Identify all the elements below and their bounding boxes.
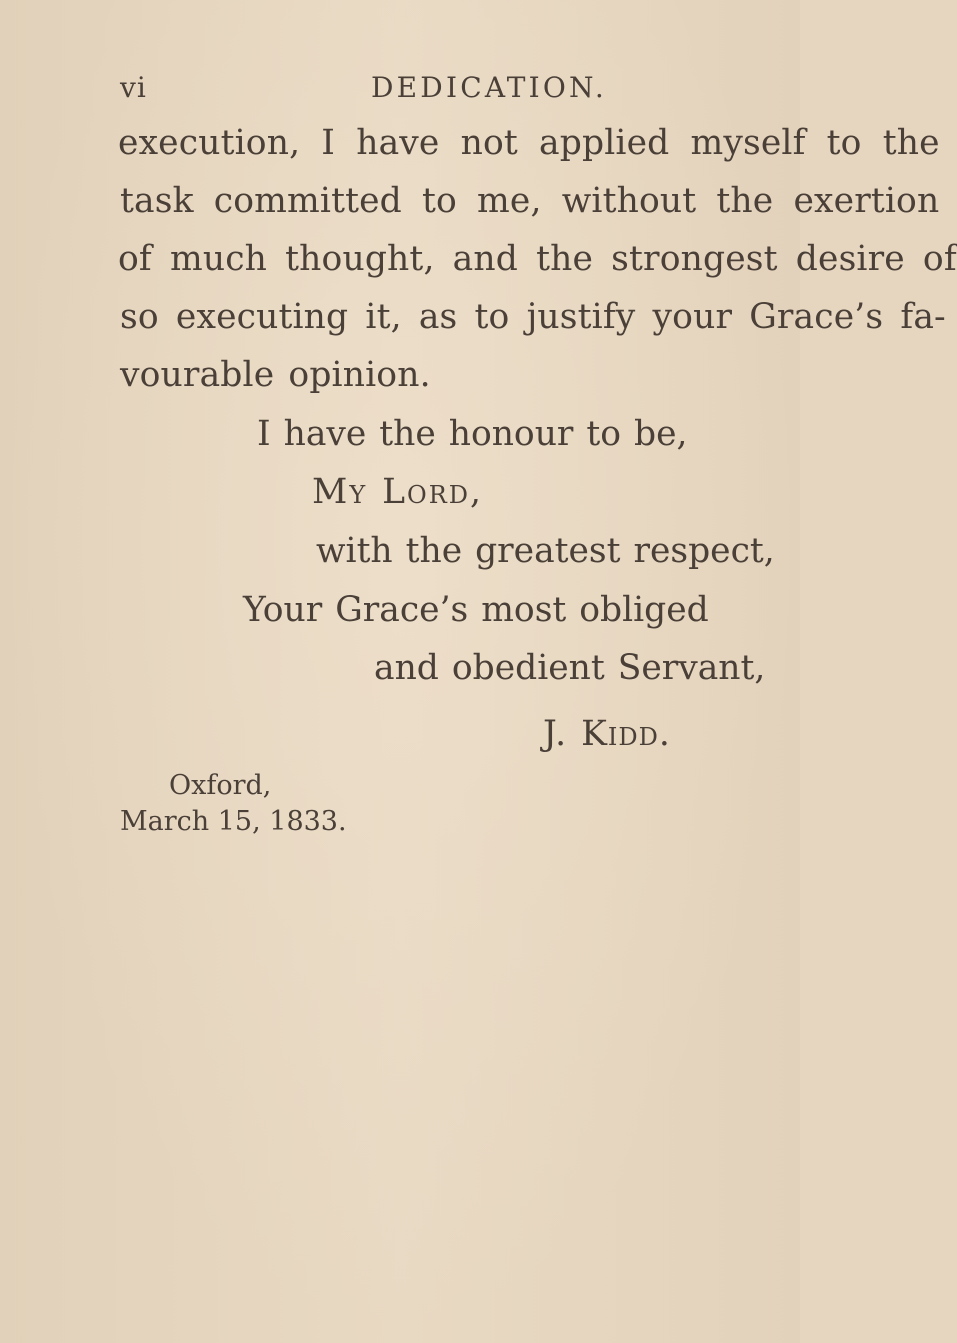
page-number: vi (120, 71, 147, 104)
body-line: task committed to me, without the exertion (120, 181, 940, 221)
body-line: vourable opinion. (120, 355, 431, 395)
dateline-date: March 15, 1833. (120, 806, 347, 837)
signature: J. Kidd. (543, 714, 671, 754)
body-line: of much thought, and the strongest desire of (118, 239, 957, 279)
body-line: execution, I have not applied myself to the (118, 123, 940, 163)
closing-line: with the greatest respect, (316, 531, 775, 571)
body-line: so executing it, as to justify your Grace’s fa- (120, 297, 946, 337)
closing-line: Your Grace’s most obliged (243, 590, 709, 630)
closing-line: I have the honour to be, (257, 414, 688, 454)
dateline-place: Oxford, (169, 770, 272, 801)
closing-line: and obedient Servant, (374, 648, 766, 688)
running-head: DEDICATION. (371, 71, 608, 104)
salutation: My Lord, (312, 472, 484, 512)
